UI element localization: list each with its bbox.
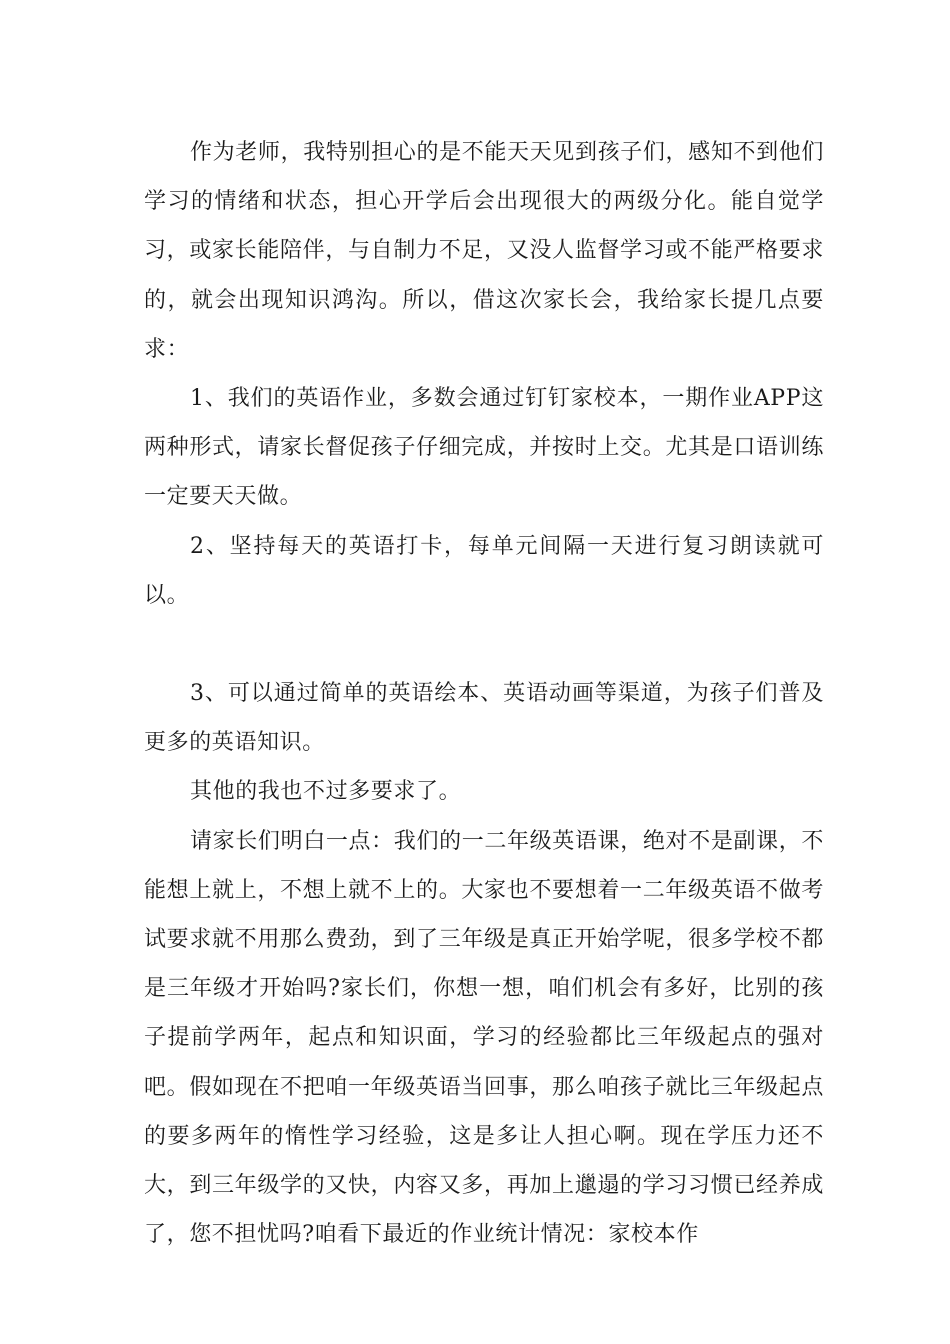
paragraph-other: 其他的我也不过多要求了。: [190, 779, 462, 805]
paragraph-intro: 作为老师，我特别担心的是不能天天见到孩子们，感知不到他们学习的情绪和状态，担心开学后会出现很大的两级分化。能自觉学习，或家长能陪伴，与自制力不足，又没人监督学习或不能严格要求的，就会出现知识鸿沟。所以，借这次家长会，我给家长提几点要求：: [144, 140, 824, 362]
paragraph-item-1: 1、我们的英语作业，多数会通过钉钉家校本，一期作业APP这两种形式，请家长督促孩子仔细完成，并按时上交。尤其是口语训练一定要天天做。: [144, 386, 824, 510]
paragraph-appeal: 请家长们明白一点：我们的一二年级英语课，绝对不是副课，不能想上就上，不想上就不上的。大家也不要想着一二年级英语不做考试要求就不用那么费劲，到了三年级是真正开始学呢，很多学校不都是三年级才开始吗?家长们，你想一想，咱们机会有多好，比别的孩子提前学两年，起点和知识面，学习的经验都比三年级起点的强对吧。假如现在不把咱一年级英语当回事，那么咱孩子就比三年级起点的要多两年的惰性学习经验，这是多让人担心啊。现在学压力还不大，到三年级学的又快，内容又多，再加上邋遢的学习习惯已经养成了，您不担忧吗?咱看下最近的作业统计情况：家校本作: [144, 828, 824, 1248]
document-body: [144, 128, 824, 1259]
paragraph-item-2: 2、坚持每天的英语打卡，每单元间隔一天进行复习朗读就可以。: [144, 533, 824, 608]
paragraph-item-3: 3、可以通过简单的英语绘本、英语动画等渠道，为孩子们普及更多的英语知识。: [144, 681, 824, 756]
